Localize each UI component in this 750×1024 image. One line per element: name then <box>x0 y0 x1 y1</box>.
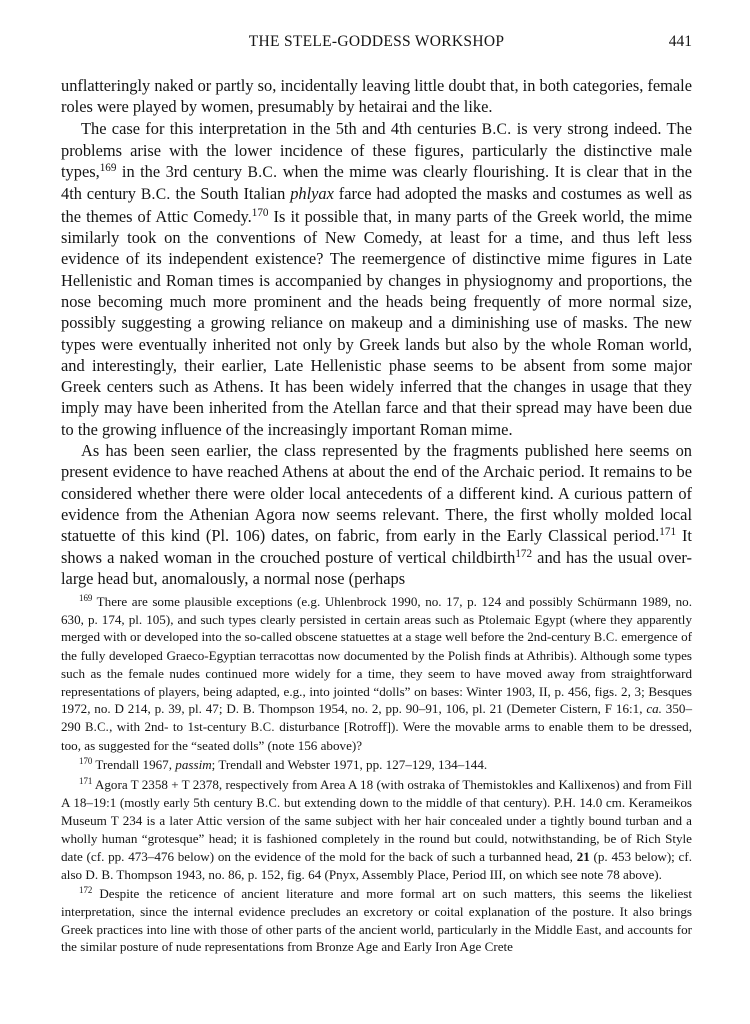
text-run: is very strong indeed. The problems arise with the lower incidence of these figures, particularly the distinctive male types, <box>61 118 692 182</box>
era-abbrev: B.C. <box>247 164 278 182</box>
footnote-number: 171 <box>79 776 93 787</box>
era-abbrev: B.C. <box>250 719 275 734</box>
text-run: emergence of the fully developed Graeco-Egyptian terracottas now documented by the Polish finds at Athribis). Although some types such as the female nudes continued more widely for a time, they seem to have moved away from straightforward representations of players, being adapted, e.g., into jointed “dolls” on bases: Winter 1903, II, p. 456, figs. 2, 3; Besques 1972, no. D 214, p. 39, pl. 47; D. B. Thompson 1954, no. 2, pp. 90–91, 106, pl. 21 (Demeter Cistern, F 16:1, <box>61 629 692 717</box>
text-run: The case for this interpretation in the 5th and 4th centuries <box>81 118 482 138</box>
running-header <box>61 33 692 55</box>
text-run: the South Italian <box>170 184 291 204</box>
footnote-number: 170 <box>79 756 93 767</box>
italic-term: ca. <box>646 701 662 717</box>
footnote-172 <box>61 885 692 956</box>
text-run: As has been seen earlier, the class represented by the fragments published here seems on present evidence to have reached Athens at about the end of the Archaic period. It remains to be considered whether there were older local antecedents of a different kind. A curious pattern of evidence from the Athenian Agora now seems relevant. There, the first wholly molded local statuette of this kind (Pl. 106) dates, on fabric, from early in the Early Classical period. <box>61 441 692 546</box>
text-run: but extending down to the middle of that century). P.H. 14.0 cm. Kerameikos Museum T 234 is a later Attic version of the same subject with her hair concealed under a tightly bound turban and a wholly human “grotesque” head; it is fashioned completely in the round but could, notwithstanding, be of Rich Style date (cf. pp. 473–476 below) on the evidence of the mold for the back of such a turbanned head, <box>61 794 692 864</box>
main-text <box>61 75 692 589</box>
footnote-ref: 169 <box>99 162 117 175</box>
paragraph-3 <box>61 440 692 589</box>
era-abbrev: B.C. <box>140 186 171 204</box>
era-abbrev: B.C. <box>481 120 512 138</box>
text-run: farce had adopted the masks and costumes as well as the themes of Attic Comedy. <box>61 184 692 226</box>
text-run: and has the usual over-large head but, anomalously, a normal nose (perhaps <box>61 547 692 588</box>
footnotes <box>61 593 692 958</box>
italic-term: passim <box>175 757 212 773</box>
bold-catalog-number: 21 <box>576 848 590 864</box>
footnote-number: 172 <box>79 885 93 896</box>
footnote-ref: 171 <box>659 526 677 539</box>
text-run: Despite the reticence of ancient literature and more formal art on such matters, this seems the likeliest interpretation, since the internal evidence precludes an excretory or coital explanation of the posture. It also brings Greek practices into line with those of other parts of the ancient world, particularly in the Middle East, and accounts for the similar posture of nude representations from Bronze Age and Early Iron Age Crete <box>61 886 692 955</box>
text-run: Is it possible that, in many parts of the Greek world, the mime similarly took on the conventions of New Comedy, at least for a time, and thus left less evidence of its independent existence? The reemergence of distinctive mime figures in Late Hellenistic and Roman times is accompanied by changes in physiognomy and proportions, the nose becoming much more prominent and the heads being frequently of more normal size, possibly suggesting a growing reliance on makeup and a diminishing use of masks. The new types were eventually inherited not only by Greek lands but also by the whole Roman world, and interestingly, their earlier, Late Hellenistic phase seems to be absent from some major Greek centers such as Athens. It has been widely inferred that the changes in usage that they imply may have been inherited from the Atellan farce and that their spread may have been due to the growing influence of the increasingly important Roman mime. <box>61 206 692 439</box>
text-run: There are some plausible exceptions (e.g. Uhlenbrock 1990, no. 17, p. 124 and possibly Schürmann 1989, no. 630, p. 174, pl. 105), and such types clearly persisted in certain areas such as Ptolemaic Egypt (where they apparently merged with or developed into the so-called obscene statuettes at a stage well before the 2nd-century <box>61 594 692 645</box>
text-run: (p. 453 below); cf. also D. B. Thompson 1943, no. 86, p. 152, fig. 64 (Pnyx, Assembly Place, Period III, on which see note 78 above). <box>61 848 692 882</box>
text-run: disturbance [Rotroff]). Were the movable arms to enable them to be dressed, too, as suggested for the “seated dolls” (note 156 above)? <box>61 718 692 753</box>
text-run: Trendall 1967, <box>92 757 176 773</box>
footnote-171 <box>61 776 692 883</box>
text-run: It shows a naked woman in the crouched posture of vertical childbirth <box>61 526 692 567</box>
footnote-number: 169 <box>79 593 93 604</box>
paragraph-1: unflatteringly naked or partly so, incidentally leaving little doubt that, in both categories, female roles were played by women, presumably by hetairai and the like. <box>61 76 692 117</box>
footnote-ref: 172 <box>515 547 533 560</box>
footnote-169 <box>61 593 692 754</box>
text-run: when the mime was clearly flourishing. It is clear that in the 4th century <box>61 162 693 204</box>
text-run: 350–290 <box>61 701 692 734</box>
era-abbrev: B.C. <box>85 719 110 734</box>
text-run: in the 3rd century <box>116 162 248 182</box>
text-run: Agora T 2358 + T 2378, respectively from Area A 18 (with ostraka of Themistokles and Kallixenos) and from Fill A 18–19:1 (mostly early 5th century <box>61 777 692 810</box>
era-abbrev: B.C. <box>256 795 281 810</box>
footnote-ref: 170 <box>251 206 269 219</box>
footnote-170 <box>61 756 692 774</box>
text-run: , with 2nd- to 1st-century <box>109 718 251 734</box>
running-title: THE STELE-GODDESS WORKSHOP <box>248 33 505 50</box>
text-run: ; Trendall and Webster 1971, pp. 127–129, 134–144. <box>211 757 488 773</box>
paragraph-2 <box>61 118 692 440</box>
era-abbrev: B.C. <box>593 630 618 645</box>
page-number: 441 <box>668 33 692 50</box>
italic-term: phlyax <box>290 184 334 204</box>
